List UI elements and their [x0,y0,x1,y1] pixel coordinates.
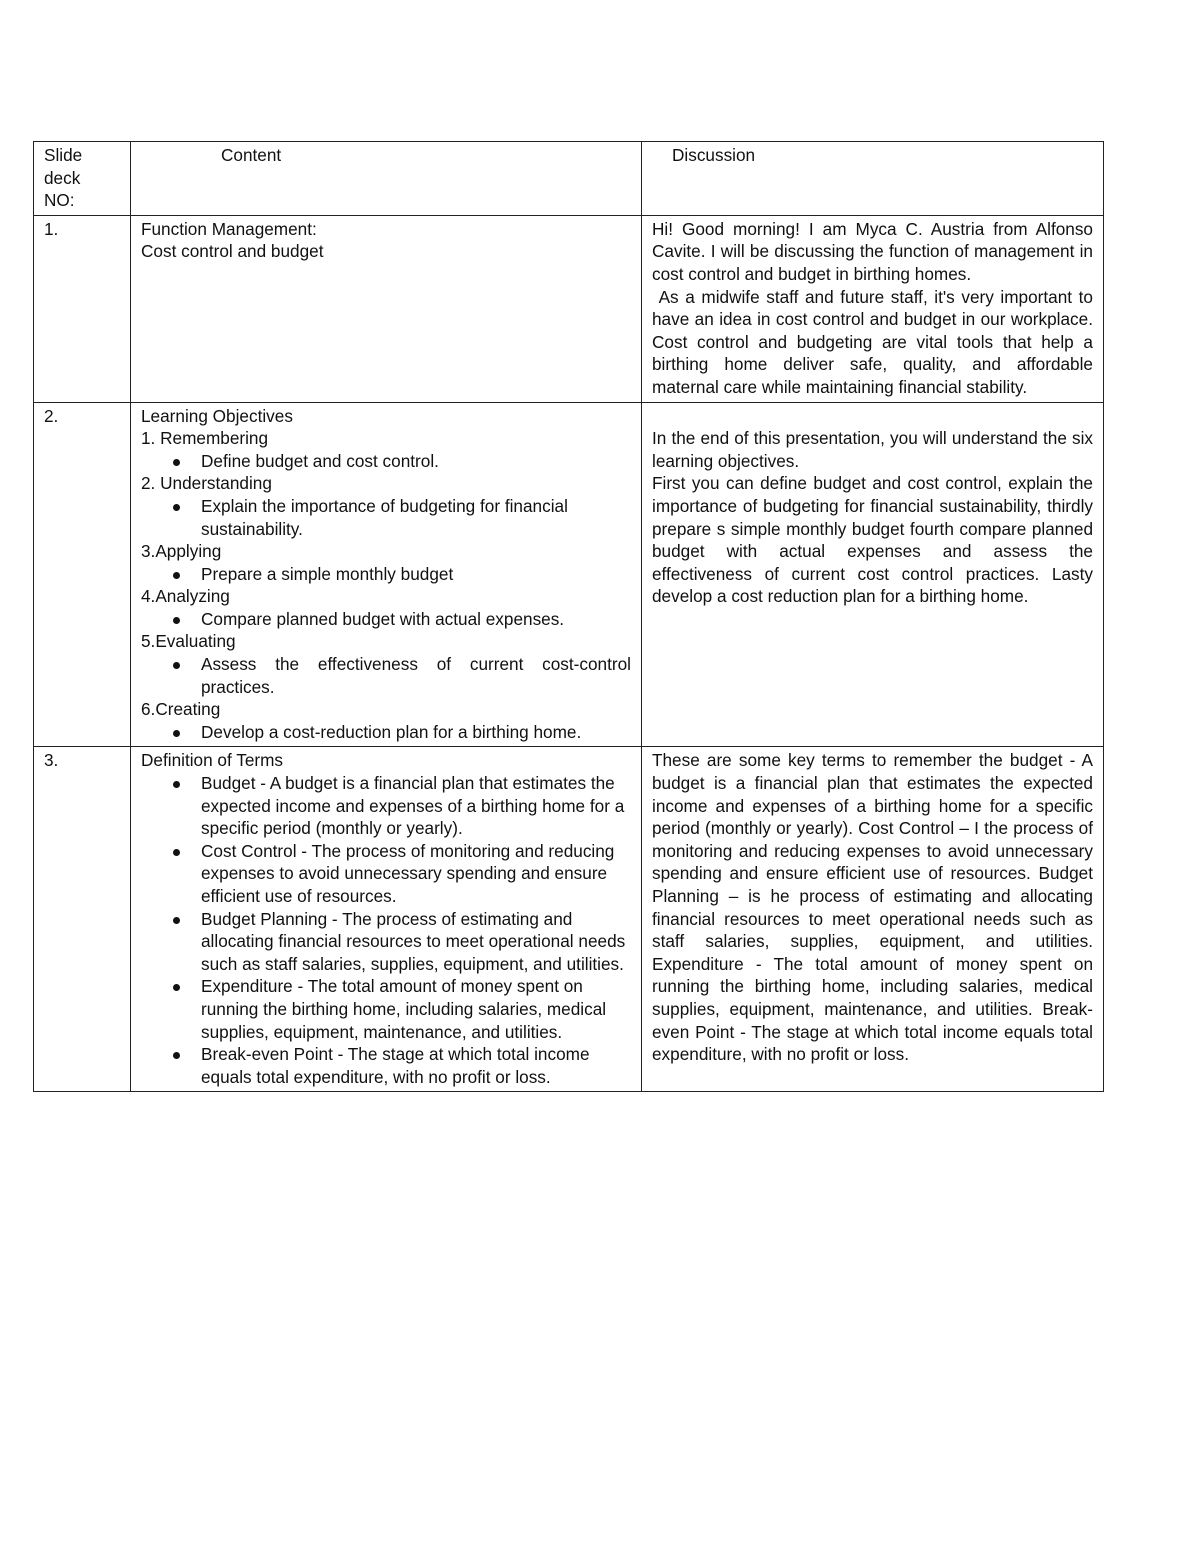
list-item-text: Define budget and cost control. [201,450,439,471]
list-item-text: Assess the effectiveness of current cost-control practices. [201,654,631,697]
list-item [141,1043,631,1088]
bullet-icon [173,1052,180,1059]
list-item [141,721,631,744]
list-item-text: Cost Control - The process of monitoring and reducing expenses to avoid unnecessary spending and ensure efficient use of resources. [201,840,615,906]
objective-heading: 2. Understanding [141,473,272,494]
row-number [34,747,131,1092]
header-content-text: Content [221,145,282,165]
objective-heading: 4.Analyzing [141,586,230,607]
list-item-text: Develop a cost-reduction plan for a birthing home. [201,721,582,742]
list-item-text: Break-even Point - The stage at which total income equals total expenditure, with no profit or loss. [201,1044,590,1087]
bullet-icon [173,917,180,924]
objective-heading: 1. Remembering [141,428,269,449]
objective-heading: 5.Evaluating [141,631,236,652]
header-discussion [642,142,1104,216]
list-item [141,450,631,473]
list-item [141,495,631,540]
list-item [141,908,631,976]
content-line: Function Management: [141,218,317,239]
header-discussion-text: Discussion [672,145,756,165]
bullet-list [141,772,631,1088]
content-line: Cost control and budget [141,241,324,262]
bullet-icon [173,662,180,669]
discussion-paragraph: In the end of this presentation, you will understand the six learning objectives. [652,428,1093,471]
content-title: Learning Objectives [141,405,293,426]
list-item [141,975,631,1043]
list-item-text: Prepare a simple monthly budget [201,563,454,584]
discussion-paragraph: These are some key terms to remember the budget - A budget is a financial plan that estimates the expected income and expenses of a birthing home for a specific period (monthly or yearly). Cost Control – I the process of monitoring and reducing expenses to avoid unnecessary spending and ensure efficient use of resources. Budget Planning – is he process of estimating and allocating financial resources to meet operational needs such as staff salaries, supplies, equipment, and utilities. Expenditure - The total amount of money spent on running the birthing home, including salaries, medical supplies, equipment, maintenance, and utilities. Break-even Point - The stage at which total income equals total expenditure, with no profit or loss. [652,750,1093,1065]
slide-deck-table [33,141,1104,1092]
bullet-list [141,653,631,698]
header-slide-deck-no-text: Slide deck NO: [44,145,83,211]
row-discussion [642,402,1104,747]
blank-line [652,405,1093,428]
list-item [141,653,631,698]
bullet-icon [173,459,180,466]
bullet-icon [173,730,180,737]
bullet-list [141,721,631,744]
row-content [131,402,642,747]
table-row [34,402,1104,747]
row-discussion [642,747,1104,1092]
bullet-icon [173,572,180,579]
bullet-icon [173,849,180,856]
discussion-paragraph: As a midwife staff and future staff, it's very important to have an idea in cost control and budget in our workplace. Cost control and budgeting are vital tools that help a birthing home deliver safe, quality, and affordable maternal care while maintaining financial stability. [652,286,1098,397]
row-number-text: 2. [44,405,59,426]
list-item-text: Compare planned budget with actual expenses. [201,608,565,629]
list-item [141,840,631,908]
table-header-row [34,142,1104,216]
objective-heading: 6.Creating [141,699,221,720]
row-number [34,402,131,747]
row-content [131,215,642,402]
row-number-text: 1. [44,218,59,239]
header-slide-deck-no [34,142,131,216]
header-content [131,142,642,216]
content-title: Definition of Terms [141,750,284,771]
row-content [131,747,642,1092]
list-item-text: Budget Planning - The process of estimating and allocating financial resources to meet operational needs such as staff salaries, supplies, equipment, and utilities. [201,908,626,974]
bullet-icon [173,781,180,788]
list-item [141,563,631,586]
document-page [33,141,1103,1092]
row-discussion [642,215,1104,402]
row-number-text: 3. [44,750,59,771]
list-item-text: Explain the importance of budgeting for financial sustainability. [201,495,568,539]
list-item [141,608,631,631]
table-row [34,215,1104,402]
bullet-list [141,495,631,540]
table-row [34,747,1104,1092]
objective-heading: 3.Applying [141,541,222,562]
bullet-icon [173,504,180,511]
list-item [141,772,631,840]
discussion-paragraph: First you can define budget and cost control, explain the importance of budgeting for financial sustainability, thirdly prepare s simple monthly budget fourth compare planned budget with actual expenses and assess the effectiveness of current cost control practices. Lasty develop a cost reduction plan for a birthing home. [652,473,1093,607]
discussion-paragraph: Hi! Good morning! I am Myca C. Austria from Alfonso Cavite. I will be discussing the function of management in cost control and budget in birthing homes. [652,218,1093,284]
bullet-list [141,608,631,631]
bullet-icon [173,984,180,991]
bullet-list [141,563,631,586]
bullet-icon [173,617,180,624]
list-item-text: Expenditure - The total amount of money spent on running the birthing home, including salaries, medical supplies, equipment, maintenance, and utilities. [201,976,607,1042]
list-item-text: Budget - A budget is a financial plan that estimates the expected income and expenses of a birthing home for a specific period (monthly or yearly). [201,773,625,839]
bullet-list [141,450,631,473]
row-number [34,215,131,402]
